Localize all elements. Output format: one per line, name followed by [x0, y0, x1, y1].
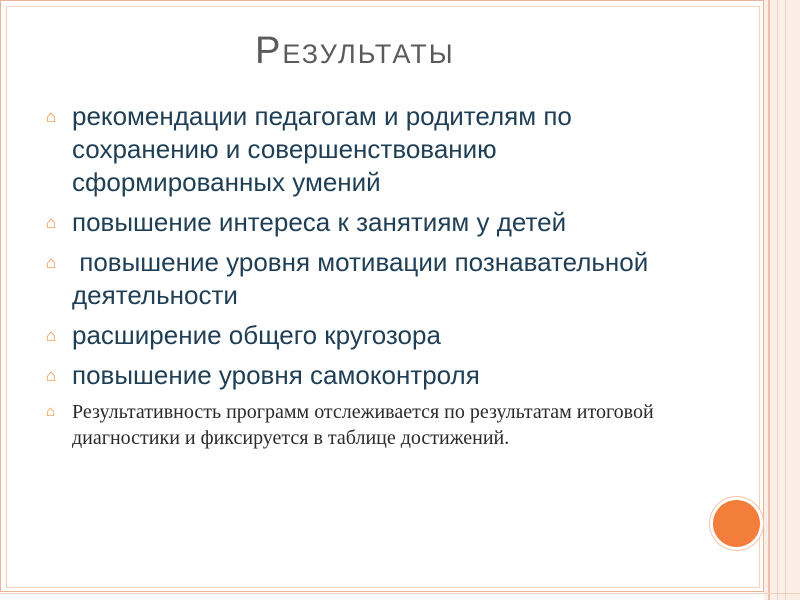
slide-title: Результаты	[255, 30, 455, 72]
bullet-marker-icon: ⌂	[46, 366, 57, 385]
bullet-marker-icon: ⌂	[46, 107, 57, 126]
bullet-text: повышение уровня мотивации познавательной деятельности	[72, 247, 656, 310]
bullet-text: расширение общего кругозора	[72, 320, 441, 350]
bullet-text: повышение уровня самоконтроля	[72, 360, 480, 390]
accent-circle	[713, 500, 760, 547]
bullet-text: повышение интереса к занятиям у детей	[72, 207, 567, 237]
bullet-item	[42, 100, 702, 199]
decorative-line	[0, 593, 800, 594]
bullet-item	[42, 206, 702, 239]
bullet-item-note	[42, 399, 702, 451]
bullet-marker-icon: ⌂	[46, 326, 57, 345]
bullet-marker-icon: ⌂	[46, 404, 56, 420]
bullet-item	[42, 319, 702, 352]
bullet-text: рекомендации педагогам и родителям по сохранению и совершенствованию сформированных умений	[72, 101, 572, 197]
bullet-item	[42, 359, 702, 392]
bullet-item	[42, 246, 702, 312]
decorative-line	[777, 0, 778, 600]
decorative-line	[785, 0, 786, 600]
note-text: Результативность программ отслеживается по результатам итоговой диагностики и фиксируется в таблице достижений.	[72, 401, 654, 449]
bullet-marker-icon: ⌂	[46, 213, 57, 232]
bullet-list	[42, 100, 702, 458]
decorative-line	[768, 0, 770, 600]
bullet-marker-icon: ⌂	[46, 253, 57, 272]
